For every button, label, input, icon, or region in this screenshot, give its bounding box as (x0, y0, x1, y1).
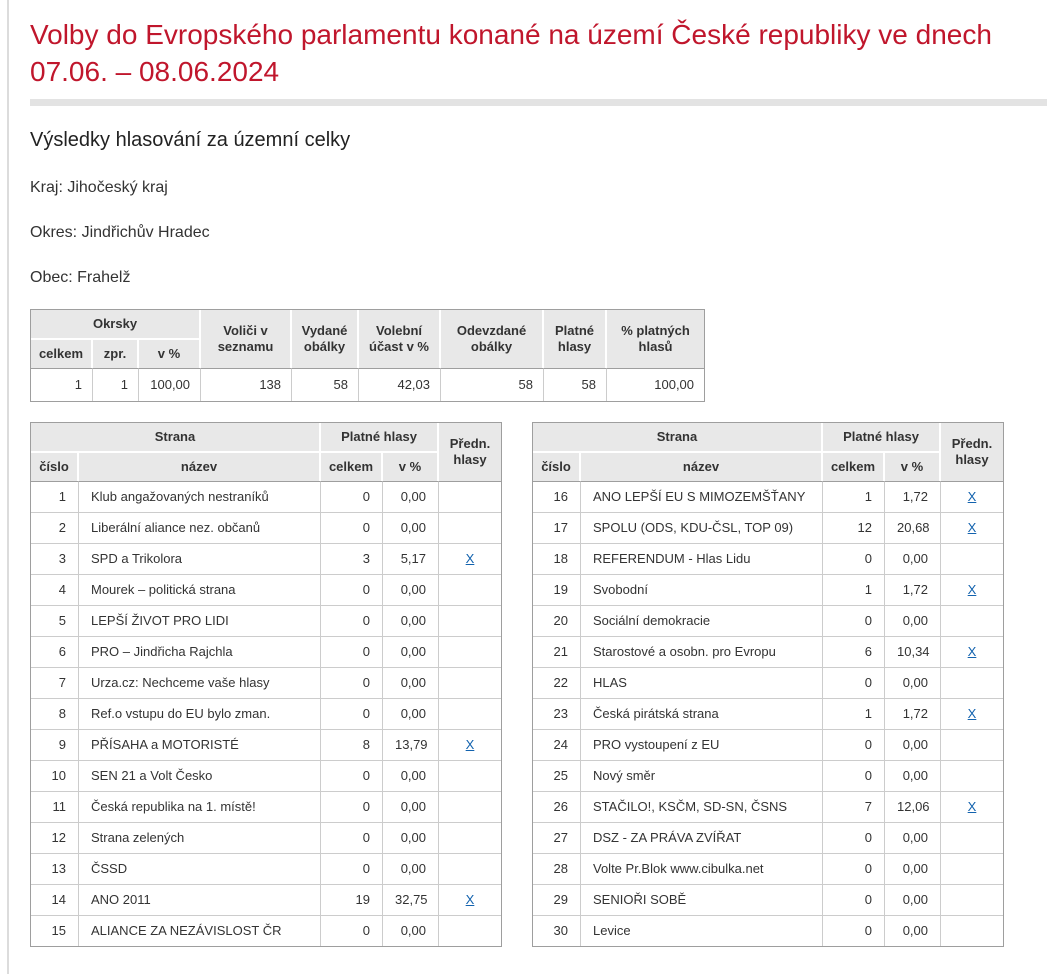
party-name: SPD a Trikolora (79, 543, 321, 574)
party-votes-pct: 12,06 (885, 791, 941, 822)
page-left-rule (7, 0, 9, 974)
party-name: PŘÍSAHA a MOTORISTÉ (79, 729, 321, 760)
party-row (31, 915, 501, 946)
party-number: 3 (31, 543, 79, 574)
party-pref-cell (941, 853, 1003, 884)
party-name: Nový směr (581, 760, 823, 791)
pref-votes-link[interactable]: X (465, 737, 475, 752)
party-votes-pct: 1,72 (885, 481, 941, 512)
party-row (31, 791, 501, 822)
party-pref-cell (941, 574, 1003, 605)
volici-value: 138 (201, 368, 292, 401)
title-divider (30, 99, 1047, 106)
party-number: 2 (31, 512, 79, 543)
party-votes-pct: 1,72 (885, 698, 941, 729)
party-name: PRO – Jindřicha Rajchla (79, 636, 321, 667)
pref-votes-link[interactable]: X (465, 551, 475, 566)
header-strana: Strana (533, 423, 823, 453)
party-row (31, 729, 501, 760)
header-okrsky-celkem: celkem (31, 340, 93, 368)
party-row (31, 481, 501, 512)
party-number: 12 (31, 822, 79, 853)
party-name: Urza.cz: Nechceme vaše hlasy (79, 667, 321, 698)
party-pref-cell (941, 512, 1003, 543)
pref-votes-link[interactable]: X (465, 892, 475, 907)
party-votes-total: 1 (823, 698, 885, 729)
party-results-section (30, 422, 1047, 947)
party-table-left (30, 422, 502, 947)
party-number: 25 (533, 760, 581, 791)
header-cislo: číslo (533, 453, 581, 481)
party-row (31, 667, 501, 698)
party-votes-pct: 0,00 (885, 822, 941, 853)
pref-votes-link[interactable]: X (967, 582, 977, 597)
header-okrsky-zpr: zpr. (93, 340, 139, 368)
party-votes-pct: 13,79 (383, 729, 439, 760)
party-votes-total: 8 (321, 729, 383, 760)
party-votes-total: 0 (321, 574, 383, 605)
party-pref-cell (941, 791, 1003, 822)
party-row (31, 636, 501, 667)
party-name: STAČILO!, KSČM, SD-SN, ČSNS (581, 791, 823, 822)
party-pref-cell (941, 822, 1003, 853)
party-pref-cell (439, 667, 501, 698)
party-votes-total: 0 (823, 822, 885, 853)
party-pref-cell (439, 605, 501, 636)
header-volici-v-seznamu: Voliči v seznamu (201, 310, 292, 368)
party-votes-total: 0 (823, 915, 885, 946)
party-pref-cell (439, 729, 501, 760)
party-votes-total: 0 (823, 543, 885, 574)
party-votes-total: 1 (823, 574, 885, 605)
party-row (533, 636, 1003, 667)
header-platne-hlasy-group: Platné hlasy (321, 423, 439, 453)
header-nazev: název (581, 453, 823, 481)
party-pref-cell (941, 636, 1003, 667)
party-number: 20 (533, 605, 581, 636)
party-number: 13 (31, 853, 79, 884)
party-votes-pct: 0,00 (383, 760, 439, 791)
party-name: Klub angažovaných nestraníků (79, 481, 321, 512)
party-number: 11 (31, 791, 79, 822)
pref-votes-link[interactable]: X (967, 799, 977, 814)
party-votes-total: 0 (823, 729, 885, 760)
party-pref-cell (941, 729, 1003, 760)
okrsky-celkem-value: 1 (31, 368, 93, 401)
header-celkem: celkem (823, 453, 885, 481)
party-name: Volte Pr.Blok www.cibulka.net (581, 853, 823, 884)
header-okrsky-group: Okrsky (31, 310, 201, 340)
party-name: ALIANCE ZA NEZÁVISLOST ČR (79, 915, 321, 946)
party-votes-pct: 0,00 (885, 543, 941, 574)
party-row (31, 605, 501, 636)
party-votes-pct: 32,75 (383, 884, 439, 915)
party-name: LEPŠÍ ŽIVOT PRO LIDI (79, 605, 321, 636)
turnout-summary-row (31, 368, 704, 401)
district-line: Okres: Jindřichův Hradec (30, 224, 210, 241)
party-name: Levice (581, 915, 823, 946)
party-pref-cell (439, 543, 501, 574)
party-number: 18 (533, 543, 581, 574)
party-row (31, 512, 501, 543)
municipality-line: Obec: Frahelž (30, 269, 131, 286)
party-votes-total: 12 (823, 512, 885, 543)
party-pref-cell (941, 915, 1003, 946)
party-number: 1 (31, 481, 79, 512)
party-row (31, 822, 501, 853)
party-name: Česká pirátská strana (581, 698, 823, 729)
party-name: Liberální aliance nez. občanů (79, 512, 321, 543)
party-row (533, 822, 1003, 853)
header-odevzdane-obalky: Odevzdané obálky (441, 310, 544, 368)
party-votes-total: 0 (321, 512, 383, 543)
party-number: 8 (31, 698, 79, 729)
party-votes-total: 0 (321, 636, 383, 667)
party-votes-total: 0 (823, 667, 885, 698)
party-row (533, 760, 1003, 791)
header-vydane-obalky: Vydané obálky (292, 310, 359, 368)
party-votes-total: 0 (823, 884, 885, 915)
party-row (31, 884, 501, 915)
header-vpct: v % (383, 453, 439, 481)
party-votes-pct: 1,72 (885, 574, 941, 605)
party-pref-cell (439, 698, 501, 729)
party-votes-pct: 0,00 (383, 481, 439, 512)
party-name: DSZ - ZA PRÁVA ZVÍŘAT (581, 822, 823, 853)
party-votes-total: 7 (823, 791, 885, 822)
region-line: Kraj: Jihočeský kraj (30, 179, 168, 196)
party-votes-total: 19 (321, 884, 383, 915)
party-votes-pct: 0,00 (885, 760, 941, 791)
party-row (533, 481, 1003, 512)
party-row (533, 853, 1003, 884)
party-votes-pct: 0,00 (885, 667, 941, 698)
pref-votes-link[interactable]: X (967, 489, 977, 504)
party-name: SENIOŘI SOBĚ (581, 884, 823, 915)
party-votes-pct: 0,00 (885, 729, 941, 760)
party-name: Strana zelených (79, 822, 321, 853)
page-title-line1: Volby do Evropského parlamentu konané na území České republiky ve dnech (30, 19, 992, 50)
party-votes-pct: 0,00 (885, 884, 941, 915)
page-title (30, 16, 1020, 90)
party-table-right (532, 422, 1004, 947)
header-nazev: název (79, 453, 321, 481)
party-votes-pct: 0,00 (383, 574, 439, 605)
party-number: 21 (533, 636, 581, 667)
party-row (31, 543, 501, 574)
party-votes-pct: 20,68 (885, 512, 941, 543)
party-votes-total: 0 (321, 667, 383, 698)
party-number: 26 (533, 791, 581, 822)
party-number: 6 (31, 636, 79, 667)
party-name: Ref.o vstupu do EU bylo zman. (79, 698, 321, 729)
party-votes-total: 0 (321, 915, 383, 946)
party-votes-pct: 0,00 (383, 636, 439, 667)
party-votes-pct: 10,34 (885, 636, 941, 667)
header-okrsky-vpct: v % (139, 340, 201, 368)
party-votes-pct: 5,17 (383, 543, 439, 574)
party-votes-total: 0 (321, 791, 383, 822)
party-pref-cell (941, 481, 1003, 512)
party-name: SEN 21 a Volt Česko (79, 760, 321, 791)
party-pref-cell (439, 636, 501, 667)
platne-hlasy-value: 58 (544, 368, 607, 401)
party-name: SPOLU (ODS, KDU-ČSL, TOP 09) (581, 512, 823, 543)
volebni-ucast-value: 42,03 (359, 368, 441, 401)
party-votes-total: 3 (321, 543, 383, 574)
party-votes-pct: 0,00 (383, 822, 439, 853)
party-votes-pct: 0,00 (885, 853, 941, 884)
party-number: 16 (533, 481, 581, 512)
party-row (533, 791, 1003, 822)
party-row (533, 729, 1003, 760)
party-pref-cell (439, 853, 501, 884)
party-votes-pct: 0,00 (383, 698, 439, 729)
party-number: 4 (31, 574, 79, 605)
header-pct-platnych: % platných hlasů (607, 310, 704, 368)
okrsky-vpct-value: 100,00 (139, 368, 201, 401)
header-celkem: celkem (321, 453, 383, 481)
party-number: 15 (31, 915, 79, 946)
party-number: 24 (533, 729, 581, 760)
odevzdane-obalky-value: 58 (441, 368, 544, 401)
party-votes-total: 0 (321, 481, 383, 512)
party-number: 27 (533, 822, 581, 853)
party-pref-cell (439, 822, 501, 853)
party-pref-cell (439, 884, 501, 915)
party-pref-cell (941, 543, 1003, 574)
party-votes-pct: 0,00 (885, 605, 941, 636)
party-row (31, 574, 501, 605)
party-number: 9 (31, 729, 79, 760)
party-votes-pct: 0,00 (885, 915, 941, 946)
header-predn-hlasy: Předn. hlasy (941, 423, 1003, 481)
party-votes-total: 0 (321, 760, 383, 791)
party-row (533, 884, 1003, 915)
party-row (533, 574, 1003, 605)
party-name: ANO LEPŠÍ EU S MIMOZEMŠŤANY (581, 481, 823, 512)
pref-votes-link[interactable]: X (967, 644, 977, 659)
header-predn-hlasy: Předn. hlasy (439, 423, 501, 481)
header-platne-hlasy: Platné hlasy (544, 310, 607, 368)
party-votes-total: 0 (321, 605, 383, 636)
party-pref-cell (941, 760, 1003, 791)
party-number: 28 (533, 853, 581, 884)
party-pref-cell (941, 884, 1003, 915)
party-name: Svobodní (581, 574, 823, 605)
party-pref-cell (941, 667, 1003, 698)
party-pref-cell (439, 512, 501, 543)
party-name: ANO 2011 (79, 884, 321, 915)
turnout-summary-table (30, 309, 705, 402)
party-name: Česká republika na 1. místě! (79, 791, 321, 822)
party-row (31, 853, 501, 884)
party-number: 7 (31, 667, 79, 698)
party-row (533, 667, 1003, 698)
party-pref-cell (439, 481, 501, 512)
party-votes-pct: 0,00 (383, 667, 439, 698)
party-votes-total: 0 (321, 822, 383, 853)
party-name: Mourek – politická strana (79, 574, 321, 605)
party-votes-total: 0 (823, 853, 885, 884)
header-vpct: v % (885, 453, 941, 481)
okrsky-zpr-value: 1 (93, 368, 139, 401)
vydane-obalky-value: 58 (292, 368, 359, 401)
party-row (31, 760, 501, 791)
party-pref-cell (439, 791, 501, 822)
party-votes-pct: 0,00 (383, 791, 439, 822)
party-votes-total: 0 (321, 698, 383, 729)
party-votes-pct: 0,00 (383, 915, 439, 946)
party-row (533, 915, 1003, 946)
section-subtitle: Výsledky hlasování za územní celky (30, 129, 351, 151)
party-number: 5 (31, 605, 79, 636)
party-row (31, 698, 501, 729)
party-name: Starostové a osobn. pro Evropu (581, 636, 823, 667)
party-pref-cell (439, 915, 501, 946)
party-votes-total: 0 (321, 853, 383, 884)
party-row (533, 698, 1003, 729)
pref-votes-link[interactable]: X (967, 706, 977, 721)
party-votes-pct: 0,00 (383, 512, 439, 543)
header-strana: Strana (31, 423, 321, 453)
party-pref-cell (941, 698, 1003, 729)
party-number: 14 (31, 884, 79, 915)
party-number: 10 (31, 760, 79, 791)
header-cislo: číslo (31, 453, 79, 481)
party-row (533, 605, 1003, 636)
party-row (533, 512, 1003, 543)
party-votes-total: 0 (823, 605, 885, 636)
party-number: 30 (533, 915, 581, 946)
header-volebni-ucast: Volební účast v % (359, 310, 441, 368)
party-votes-pct: 0,00 (383, 605, 439, 636)
party-number: 19 (533, 574, 581, 605)
header-platne-hlasy-group: Platné hlasy (823, 423, 941, 453)
pct-platnych-value: 100,00 (607, 368, 704, 401)
party-name: HLAS (581, 667, 823, 698)
party-pref-cell (941, 605, 1003, 636)
party-votes-total: 0 (823, 760, 885, 791)
page-title-line2: 07.06. – 08.06.2024 (30, 56, 280, 87)
party-name: ČSSD (79, 853, 321, 884)
party-name: PRO vystoupení z EU (581, 729, 823, 760)
party-number: 23 (533, 698, 581, 729)
party-votes-pct: 0,00 (383, 853, 439, 884)
party-pref-cell (439, 574, 501, 605)
party-votes-total: 1 (823, 481, 885, 512)
party-name: REFERENDUM - Hlas Lidu (581, 543, 823, 574)
party-number: 17 (533, 512, 581, 543)
party-votes-total: 6 (823, 636, 885, 667)
pref-votes-link[interactable]: X (967, 520, 977, 535)
party-number: 29 (533, 884, 581, 915)
party-name: Sociální demokracie (581, 605, 823, 636)
party-pref-cell (439, 760, 501, 791)
party-row (533, 543, 1003, 574)
party-number: 22 (533, 667, 581, 698)
